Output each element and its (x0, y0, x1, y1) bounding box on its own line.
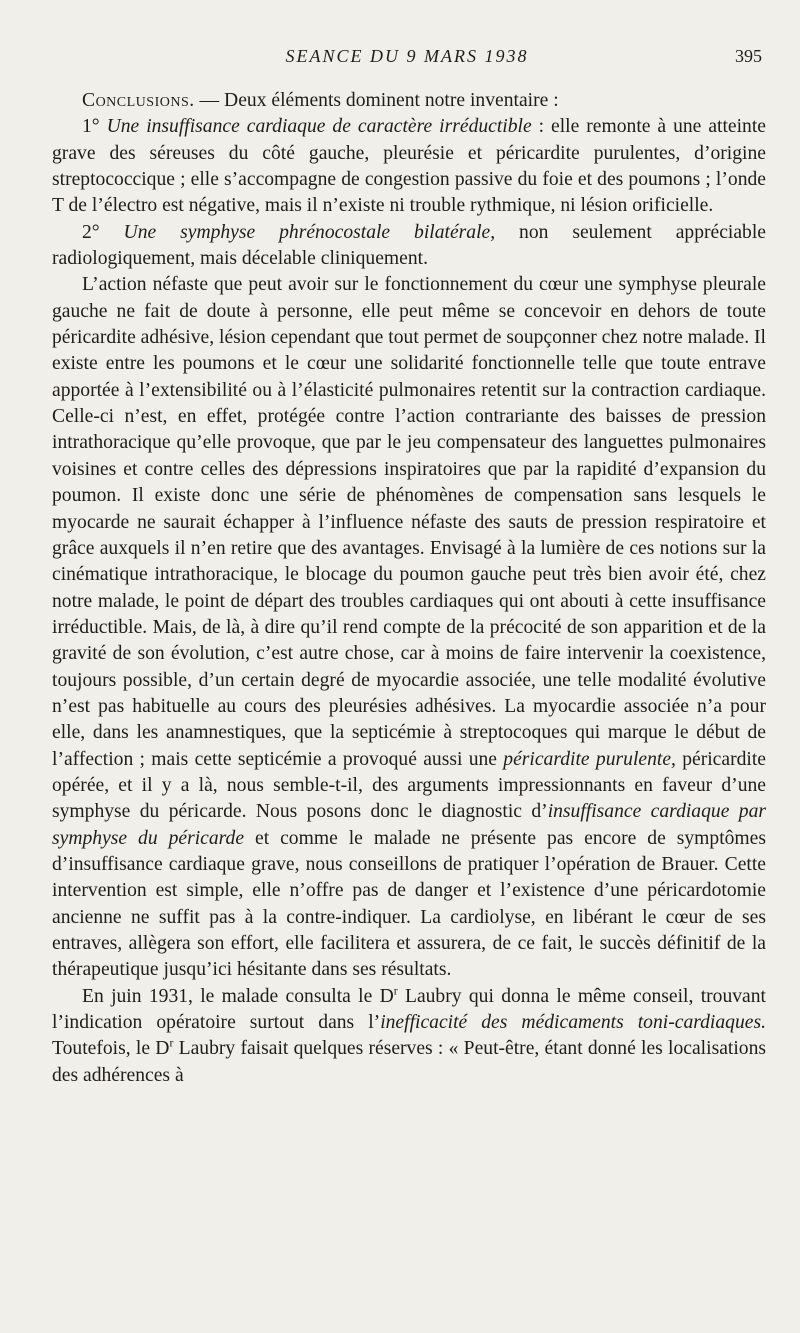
paragraph-conclusions (52, 88, 766, 114)
paragraph-text: Laubry qui donna le même conseil, trouvant l’indication opératoire surtout dans l’ (52, 985, 766, 1034)
point-number: 2° (82, 221, 100, 243)
paragraph-point-2 (52, 220, 766, 273)
paragraph-text: — Deux éléments dominent notre inventaire : (194, 90, 559, 111)
running-header (52, 46, 762, 72)
paragraph-text: En juin 1931, le malade consulta le D (82, 985, 394, 1007)
superscript: r (393, 984, 398, 998)
paragraph-june-1931 (52, 984, 766, 1089)
section-label: Conclusions. (82, 90, 195, 111)
running-title: SEANCE DU 9 MARS 1938 (285, 46, 529, 66)
paragraph-text: Toutefois, le D (52, 1038, 170, 1060)
body-text (52, 88, 766, 1089)
paragraph-discussion (52, 272, 766, 983)
point-number: 1° (82, 116, 100, 138)
italic-phrase: péricardite purulente, (503, 748, 676, 770)
paragraph-text: non seulement appréciable radiologiquement, mais décelable cliniquement. (52, 221, 766, 270)
paragraph-text: et comme le malade ne présente pas encore de symptômes d’insuffisance cardiaque grave, nous conseillons de pratiquer l’opération de Brauer. Cette intervention est simple, elle n’offre pas de danger et l’existence d’une péricardotomie ancienne ne suffit pas à la contre-indiquer. La cardiolyse, en libérant le cœur de ses entraves, allègera son effort, elle facilitera et assurera, de ce fait, le succès définitif de la thérapeutique jusqu’ici hésitante dans ses résultats. (52, 827, 766, 981)
paragraph-text: L’action néfaste que peut avoir sur le fonctionnement du cœur une symphyse pleurale gauche ne fait de doute à personne, elle peut même se concevoir en dehors de toute péricardite adhésive, lésion cependant que tout permet de soupçonner chez notre malade. Il existe entre les poumons et le cœur une solidarité fonctionnelle telle que toute entrave apportée à l’extensibilité ou à l’élasticité pulmonaires retentit sur la contraction cardiaque. Celle-ci n’est, en effet, protégée contre l’action contrariante des baisses de pression intrathoracique qu’elle provoque, que par le jeu compensateur des languettes pulmonaires voisines et contre celles des dépressions inspiratoires que par la rapidité d’expansion du poumon. Il existe donc une série de phénomènes de compensation sans lesquels le myocarde ne saurait échapper à l’influence néfaste des sauts de pression respiratoire et grâce auxquels il n’en retire que des avantages. Envisagé à la lumière de ces notions sur la cinématique intrathoracique, le blocage du poumon gauche peut très bien avoir été, chez notre malade, le point de départ des troubles cardiaques qui ont abouti à cette insuffisance irréductible. Mais, de là, à dire qu’il rend compte de la précocité de son apparition et de la gravité de son évolution, c’est autre chose, car à moins de faire intervenir la coexistence, toujours possible, d’un certain degré de myocardie associée, une telle modalité évolutive n’est pas habituelle au cours des pleurésies adhésives. La myocardie associée n’a pour elle, dans les anamnestiques, que la septicémie à streptocoques qui marque le début de l’affection ; mais cette septicémie a provoqué aussi une (52, 274, 766, 770)
superscript: r (169, 1036, 174, 1050)
diagnosis-phrase: insuffisance cardiaque par symphyse du péricarde (52, 801, 766, 849)
paragraph-text: péricardite opérée, et il y a là, nous semble-t-il, des arguments impressionnants en faveur d’une symphyse du péricarde. Nous posons donc le diagnostic d’ (52, 748, 766, 823)
page-number: 395 (735, 46, 762, 66)
paragraph-text: : elle remonte à une atteinte grave des séreuses du côté gauche, pleurésie et péricardite purulentes, d’origine streptococcique ; elle s’accompagne de congestion passive du foie et des poumons ; l’onde T de l’électro est négative, mais il n’existe ni trouble rythmique, ni lésion orificielle. (52, 116, 766, 217)
paragraph-point-1 (52, 114, 766, 219)
italic-phrase: inefficacité des médicaments toni-cardiaques. (380, 1012, 766, 1034)
paragraph-text: Laubry faisait quelques réserves : « Peut-être, étant donné les localisations des adhérences à (52, 1038, 766, 1086)
point-heading: Une symphyse phrénocostale bilatérale, (99, 221, 496, 243)
point-heading: Une insuffisance cardiaque de caractère irréductible (99, 116, 532, 138)
